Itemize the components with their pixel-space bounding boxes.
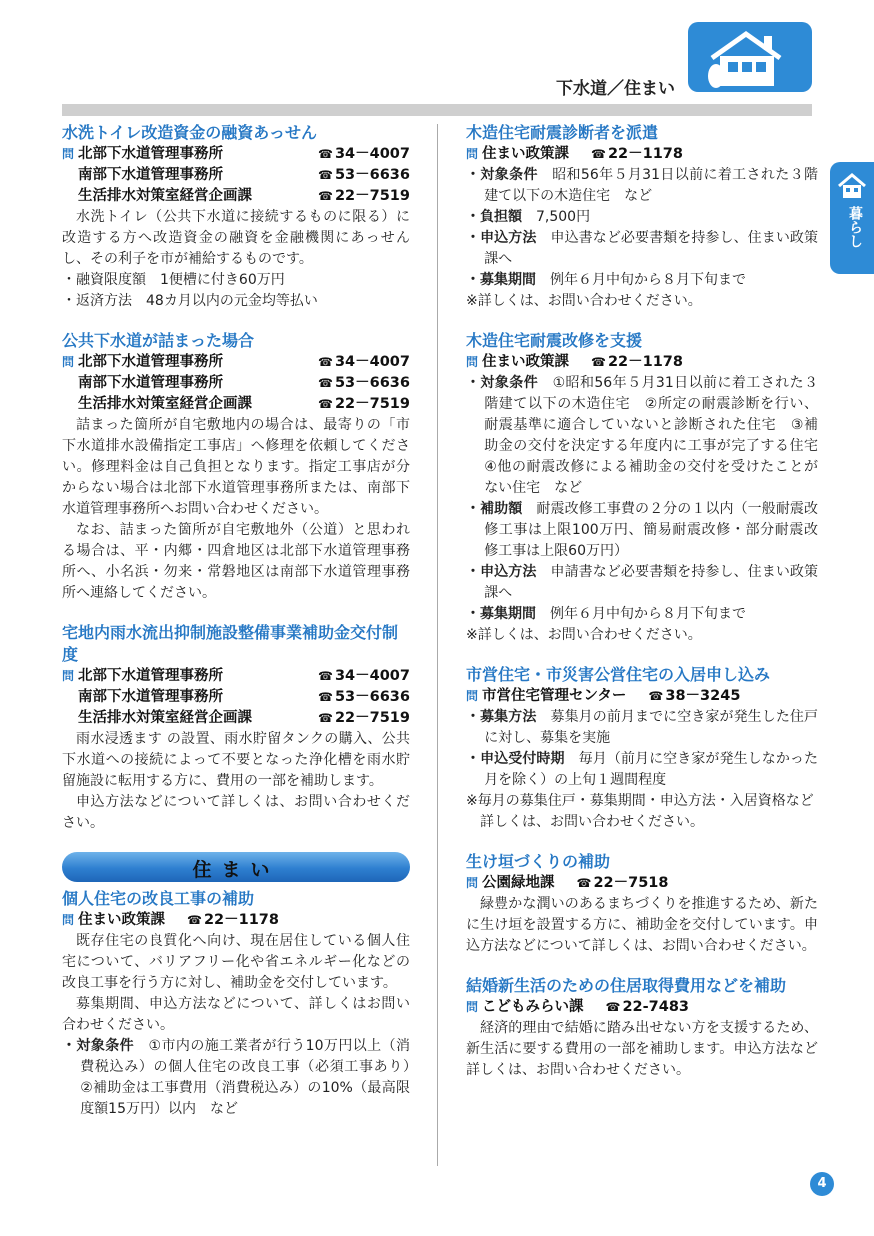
phone-icon: ☎ bbox=[318, 168, 333, 182]
phone-icon: ☎ bbox=[318, 397, 333, 411]
phone-icon: ☎ bbox=[318, 355, 333, 369]
section-banner bbox=[62, 852, 410, 882]
note-text: ※毎月の募集住戸・募集期間・申込方法・入居資格など詳しくは、お問い合わせください。 bbox=[466, 793, 814, 830]
bullet-item: ・対象条件 昭和56年５月31日以前に着工された３階建て以下の木造住宅 など bbox=[466, 167, 818, 204]
right-column bbox=[466, 122, 832, 1099]
banner-label: 住まい bbox=[192, 859, 280, 881]
section-title: 生け垣づくりの補助 bbox=[466, 852, 611, 871]
contact-row: 生活排水対策室経営企画課 ☎ 22－7519 bbox=[62, 394, 410, 415]
bullet-item: ・申込方法 申請書など必要書類を持参し、住まい政策課へ bbox=[466, 564, 819, 601]
contact-row: 南部下水道管理事務所 ☎ 53－6636 bbox=[62, 165, 410, 186]
bullet-item: ・融資限度額 1便槽に付き60万円 bbox=[62, 272, 285, 288]
section-title: 木造住宅耐震診断者を派遣 bbox=[466, 123, 659, 142]
bullet-item: ・負担額 7,500円 bbox=[466, 209, 591, 225]
house-icon bbox=[706, 28, 792, 88]
left-column bbox=[62, 122, 424, 1138]
contact-row: 生活排水対策室経営企画課 ☎ 22－7519 bbox=[62, 708, 410, 729]
section-toilet-loan bbox=[62, 122, 410, 312]
bullet-item: ・募集期間 例年６月中旬から８月下旬まで bbox=[466, 606, 746, 622]
contact-row: 問 北部下水道管理事務所 ☎ 34－4007 bbox=[62, 666, 410, 687]
note-text: ※詳しくは、お問い合わせください。 bbox=[466, 293, 702, 309]
bullet-item: ・申込受付時期 毎月（前月に空き家が発生しなかった月を除く）の上旬１週間程度 bbox=[466, 751, 819, 788]
bullet-item: ・募集期間 例年６月中旬から８月下旬まで bbox=[466, 272, 746, 288]
section-seismic-diagnosis bbox=[466, 122, 818, 312]
phone-icon: ☎ bbox=[318, 711, 333, 725]
phone-icon: ☎ bbox=[648, 689, 664, 703]
section-title: 個人住宅の改良工事の補助 bbox=[62, 889, 255, 908]
contact-row: 問 市営住宅管理センター ☎ 38－3245 bbox=[466, 686, 818, 707]
phone-icon: ☎ bbox=[591, 147, 606, 161]
bullet-item: ・募集方法 募集月の前月までに空き家が発生した住戸に対し、募集を実施 bbox=[466, 709, 819, 746]
phone-icon: ☎ bbox=[318, 669, 333, 683]
phone-icon: ☎ bbox=[318, 147, 333, 161]
body-text: 詰まった箇所が自宅敷地内の場合は、最寄りの「市下水道排水設備指定工事店」へ修理を依頼してください。修理料金は自己負担となります。指定工事店が分からない場合は北部下水道管理事務所または、南部下水道管理事務所へお問い合わせください。 bbox=[62, 417, 410, 517]
phone-icon: ☎ bbox=[318, 189, 333, 203]
header-rule bbox=[62, 104, 812, 116]
house-icon bbox=[837, 172, 867, 200]
section-title: 市営住宅・市災害公営住宅の入居申し込み bbox=[466, 665, 771, 684]
section-house-improvement bbox=[62, 888, 424, 1120]
bullet-item: ・補助額 耐震改修工事費の２分の１以内（一般耐震改修工事は上限100万円、簡易耐震改修・部分耐震改修工事は上限60万円） bbox=[466, 501, 819, 559]
phone-icon: ☎ bbox=[187, 913, 202, 927]
contact-row: 南部下水道管理事務所 ☎ 53－6636 bbox=[62, 373, 410, 394]
phone-icon: ☎ bbox=[605, 1000, 621, 1014]
body-text: 緑豊かな潤いのあるまちづくりを推進するため、新たに生け垣を設置する方に、補助金を交付しています。申込方法などについて詳しくは、お問い合わせください。 bbox=[466, 896, 818, 954]
body-text: 水洗トイレ（公共下水道に接続するものに限る）に改造する方へ改造資金の融資を金融機関にあっせんし、その利子を市が補給するものです。 bbox=[62, 209, 410, 267]
contact-row: 南部下水道管理事務所 ☎ 53－6636 bbox=[62, 687, 410, 708]
page-header-label: 下水道／住まい bbox=[556, 79, 675, 99]
section-rainwater-subsidy bbox=[62, 622, 410, 834]
note-text: ※詳しくは、お問い合わせください。 bbox=[466, 627, 702, 643]
contact-row: 問 こどもみらい課 ☎ 22-7483 bbox=[466, 997, 818, 1018]
phone-icon: ☎ bbox=[576, 876, 592, 890]
bullet-item: ・対象条件 ①昭和56年５月31日以前に着工された３階建て以下の木造住宅 ②所定の耐震診断を行い、耐震基準に適合していないと診断された住宅 ③補助金の交付を決定する年度内に工事が完了する住宅 ④他の耐震改修による補助金の交付を受けたことがない住宅 など bbox=[466, 375, 832, 496]
contact-row: 問 北部下水道管理事務所 ☎ 34－4007 bbox=[62, 352, 410, 373]
contact-row: 問 住まい政策課 ☎ 22－1178 bbox=[466, 144, 818, 165]
bullet-item: ・返済方法 48カ月以内の元金均等払い bbox=[62, 293, 318, 309]
section-hedge-subsidy bbox=[466, 851, 818, 957]
body-text: 募集期間、申込方法などについて、詳しくはお問い合わせください。 bbox=[62, 996, 410, 1033]
contact-row: 問 住まい政策課 ☎ 22－1178 bbox=[466, 352, 818, 373]
column-divider bbox=[437, 124, 438, 1166]
phone-icon: ☎ bbox=[318, 376, 333, 390]
contact-row: 問 北部下水道管理事務所 ☎ 34－4007 bbox=[62, 144, 410, 165]
side-tab bbox=[830, 162, 874, 274]
bullet-item: ・申込方法 申込書など必要書類を持参し、住まい政策課へ bbox=[466, 230, 819, 267]
header-house-badge bbox=[688, 22, 812, 92]
section-title: 結婚新生活のための住居取得費用などを補助 bbox=[466, 976, 787, 995]
body-text: 雨水浸透ます の設置、雨水貯留タンクの購入、公共下水道への接続によって不要となった浄化槽を雨水貯留施設に転用する方に、費用の一部を補助します。 bbox=[62, 731, 410, 789]
page-number: 4 bbox=[810, 1172, 834, 1196]
section-title: 水洗トイレ改造資金の融資あっせん bbox=[62, 123, 318, 142]
contact-row: 問 住まい政策課 ☎ 22－1178 bbox=[62, 910, 410, 931]
contact-row: 生活排水対策室経営企画課 ☎ 22－7519 bbox=[62, 186, 410, 207]
phone-icon: ☎ bbox=[318, 690, 333, 704]
section-seismic-retrofit bbox=[466, 330, 832, 646]
contact-row: 問 公園緑地課 ☎ 22－7518 bbox=[466, 873, 818, 894]
section-title: 木造住宅耐震改修を支援 bbox=[466, 331, 643, 350]
section-marriage-subsidy bbox=[466, 975, 818, 1081]
body-text: 既存住宅の良質化へ向け、現在居住している個人住宅について、バリアフリー化や省エネルギー化などの改良工事を行う方に対し、補助金を交付しています。 bbox=[62, 933, 410, 991]
section-sewer-blocked bbox=[62, 330, 410, 604]
phone-icon: ☎ bbox=[591, 355, 606, 369]
body-text: 申込方法などについて詳しくは、お問い合わせください。 bbox=[62, 794, 410, 831]
section-title: 公共下水道が詰まった場合 bbox=[62, 331, 255, 350]
body-text: 経済的理由で結婚に踏み出せない方を支援するため、新生活に要する費用の一部を補助します。申込方法など詳しくは、お問い合わせください。 bbox=[466, 1020, 818, 1078]
section-title: 宅地内雨水流出抑制施設整備事業補助金交付制度 bbox=[62, 623, 399, 664]
bullet-item: ・対象条件 ①市内の施工業者が行う10万円以上（消費税込み）の個人住宅の改良工事（必須工事あり） ②補助金は工事費用（消費税込み）の10%（最高限度額15万円）以内 など bbox=[62, 1038, 424, 1117]
body-text: なお、詰まった箇所が自宅敷地外（公道）と思われる場合は、平・内郷・四倉地区は北部下水道管理事務所へ、小名浜・勿来・常磐地区は南部下水道管理事務所へ連絡してください。 bbox=[62, 522, 410, 601]
side-tab-label: 暮らし bbox=[847, 206, 863, 248]
section-public-housing bbox=[466, 664, 818, 833]
